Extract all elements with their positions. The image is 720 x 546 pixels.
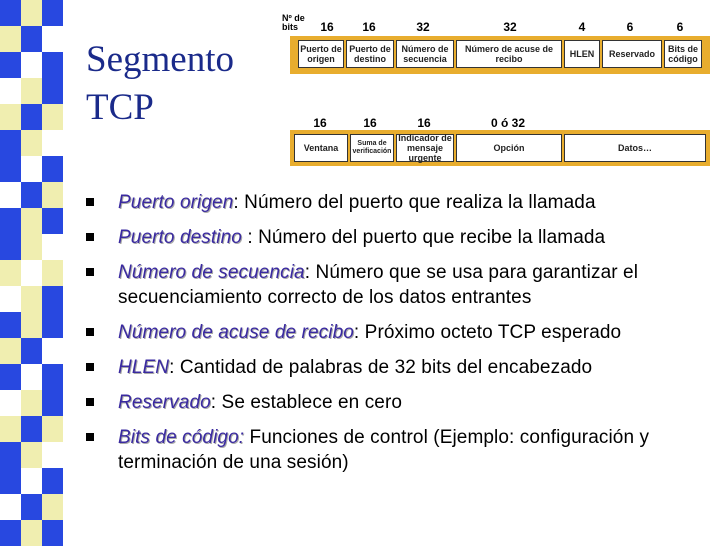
stripe-square: [21, 26, 42, 52]
bullet-term: Bits de código:: [118, 427, 245, 448]
stripe-square: [0, 468, 21, 494]
bullet-text: : Cantidad de palabras de 32 bits del encabezado: [169, 357, 593, 378]
field-ventana: Ventana: [294, 134, 348, 162]
row2-bits-2: 16: [363, 116, 377, 130]
stripe-square: [42, 468, 63, 494]
stripe-square: [0, 442, 21, 468]
stripe-square: [21, 182, 42, 208]
row1-bits-7: 6: [676, 20, 684, 34]
bullet-term: Reservado: [118, 392, 211, 413]
stripe-square: [42, 156, 63, 182]
row2-bits-1: 16: [313, 116, 327, 130]
stripe-square: [21, 78, 42, 104]
row2-bits-3: 16: [417, 116, 431, 130]
title-line-1: Segmento: [86, 39, 234, 80]
stripe-square: [21, 0, 42, 26]
bullet-list: [86, 190, 706, 485]
stripe-square: [42, 312, 63, 338]
field-numero-secuencia: Número de secuencia: [396, 40, 454, 68]
stripe-square: [21, 208, 42, 234]
bullet-marker: [86, 363, 94, 371]
bullet-text: : Número que se usa para garantizar el secuenciamiento correcto de los datos entrantes: [118, 262, 639, 308]
stripe-square: [0, 52, 21, 78]
stripe-square: [21, 130, 42, 156]
stripe-square: [42, 286, 63, 312]
stripe-square: [0, 416, 21, 442]
stripe-square: [42, 104, 63, 130]
stripe-square: [0, 130, 21, 156]
stripe-square: [21, 442, 42, 468]
stripe-square: [0, 338, 21, 364]
stripe-square: [0, 0, 21, 26]
stripe-square: [42, 416, 63, 442]
stripe-square: [21, 286, 42, 312]
stripe-square: [21, 234, 42, 260]
bullet-item: [86, 355, 706, 380]
field-reservado: Reservado: [602, 40, 662, 68]
row1-bits-1: 16: [320, 20, 334, 34]
stripe-square: [42, 364, 63, 390]
row1-bits-4: 32: [503, 20, 517, 34]
bullet-marker: [86, 328, 94, 336]
stripe-square: [0, 234, 21, 260]
title-line-2: TCP: [86, 87, 154, 128]
stripe-square: [42, 494, 63, 520]
bits-caption-line-1: Nº de: [282, 13, 305, 23]
stripe-square: [21, 520, 42, 546]
bullet-term: Puerto origen: [118, 192, 234, 213]
row1-bits-5: 4: [578, 20, 586, 34]
bullet-item: [86, 390, 706, 415]
bullet-marker: [86, 433, 94, 441]
bullet-item: [86, 425, 706, 475]
stripe-square: [21, 312, 42, 338]
bullet-text: : Se establece en cero: [210, 392, 403, 413]
bullet-term: HLEN: [118, 357, 170, 378]
stripe-square: [42, 182, 63, 208]
bullet-text: : Número del puerto que recibe la llamada: [241, 227, 606, 248]
bullet-item: [86, 190, 706, 215]
stripe-square: [0, 260, 21, 286]
bullet-item: [86, 260, 706, 310]
row1-bits-3: 32: [416, 20, 430, 34]
stripe-square: [42, 520, 63, 546]
stripe-square: [42, 0, 63, 26]
bullet-text: : Próximo octeto TCP esperado: [353, 322, 622, 343]
bullet-item: [86, 225, 706, 250]
field-suma-verificacion: Suma de verificación: [350, 134, 394, 162]
bullet-term: Número de acuse de recibo: [118, 322, 354, 343]
bullet-marker: [86, 398, 94, 406]
stripe-square: [42, 208, 63, 234]
field-hlen: HLEN: [564, 40, 600, 68]
stripe-square: [0, 156, 21, 182]
row2-bits-4: 0 ó 32: [490, 116, 526, 130]
stripe-square: [0, 520, 21, 546]
decorative-stripe: [0, 0, 64, 540]
bullet-term: Número de secuencia: [118, 262, 305, 283]
stripe-square: [0, 364, 21, 390]
stripe-square: [0, 312, 21, 338]
row1-bits-6: 6: [626, 20, 634, 34]
stripe-square: [42, 78, 63, 104]
field-indicador-urgente: Indicador de mensaje urgente: [396, 134, 454, 162]
stripe-square: [21, 416, 42, 442]
bullet-term: Puerto destino: [118, 227, 242, 248]
bullet-item: [86, 320, 706, 345]
field-datos: Datos…: [564, 134, 706, 162]
stripe-square: [21, 494, 42, 520]
field-bits-codigo: Bits de código: [664, 40, 702, 68]
field-puerto-origen: Puerto de origen: [298, 40, 344, 68]
stripe-square: [21, 390, 42, 416]
stripe-square: [0, 208, 21, 234]
stripe-square: [21, 104, 42, 130]
bullet-marker: [86, 198, 94, 206]
bullet-text: : Número del puerto que realiza la llamada: [233, 192, 596, 213]
stripe-square: [0, 104, 21, 130]
bullet-marker: [86, 268, 94, 276]
field-puerto-destino: Puerto de destino: [346, 40, 394, 68]
field-acuse-recibo: Número de acuse de recibo: [456, 40, 562, 68]
stripe-square: [42, 390, 63, 416]
slide-title: [86, 36, 234, 132]
stripe-square: [42, 52, 63, 78]
field-opcion: Opción: [456, 134, 562, 162]
bullet-marker: [86, 233, 94, 241]
stripe-square: [0, 26, 21, 52]
bullet-text: Funciones de control (Ejemplo: configuración y terminación de una sesión): [118, 427, 650, 473]
stripe-square: [21, 338, 42, 364]
bits-caption-line-2: bits: [282, 22, 299, 32]
row1-bits-2: 16: [362, 20, 376, 34]
stripe-square: [42, 260, 63, 286]
